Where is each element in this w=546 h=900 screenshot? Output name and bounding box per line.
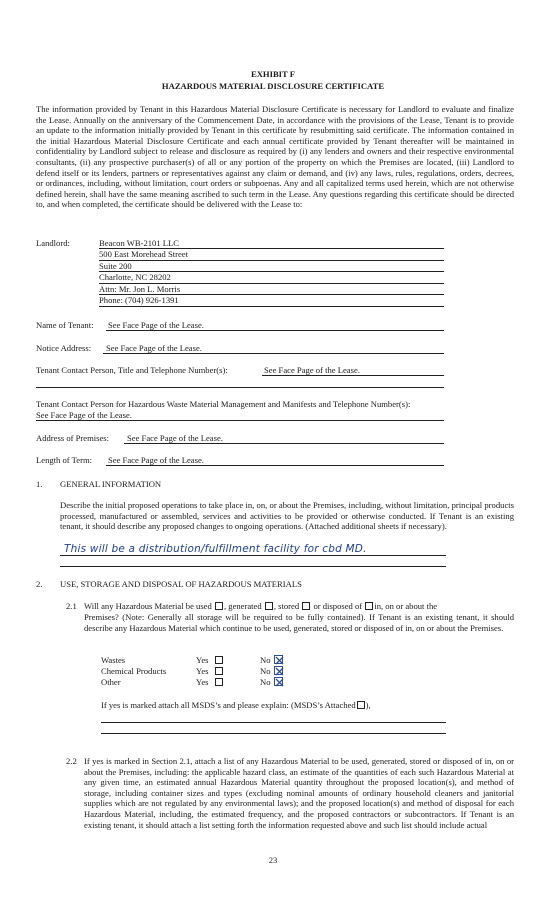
msds-attached-checkbox[interactable] (357, 701, 365, 709)
section-1-heading: GENERAL INFORMATION (60, 479, 162, 489)
no-label: No (260, 666, 271, 676)
underline (99, 248, 444, 249)
q22-body: If yes is marked in Section 2.1, attach a list of any Hazardous Material to be used, generated, stored or disposed of in, on or about the Premises, including: the applicable hazard class, an estimate of the quantities of each such Hazardous Material at any given time, an estimated annual Hazardous Material quantity throughout the proposed location(s), and method of storage, including container sizes and types (excluding nominal amounts of ordinary household cleaners and janitorial supplies which are not regulated by any environmental laws); and the proposed location(s) and method of disposal for each Hazardous Material, including, the estimated frequency, and the proposed contractors or subcontractors. If Tenant is an existing tenant, it should attach a list setting forth the information requested above and such list should include actual (84, 756, 514, 830)
other-no-checkbox[interactable] (274, 677, 283, 686)
tenant-name-field[interactable]: See Face Page of the Lease. (108, 320, 204, 330)
section-1-body: Describe the initial proposed operations to take place in, on, or about the Premises, including, without limitation, principal products processed, manufactured or assembled, services and activities to be provided or otherwise conducted. If Tenant is an existing tenant, it should describe any proposed changes to ongoing operations. (Attached additional sheets if necessary). (60, 500, 514, 532)
used-checkbox[interactable] (215, 602, 223, 610)
underline (36, 387, 444, 388)
notice-address-field[interactable]: See Face Page of the Lease. (106, 343, 202, 353)
table-row (101, 655, 301, 666)
underline (106, 465, 444, 466)
tenant-name-label: Name of Tenant: (36, 320, 94, 330)
yes-label: Yes (196, 677, 209, 687)
underline (99, 294, 444, 295)
notice-address-label: Notice Address: (36, 343, 92, 353)
chemical-yes-checkbox[interactable] (215, 667, 223, 675)
wastes-yes-checkbox[interactable] (215, 656, 223, 664)
section-2-heading: USE, STORAGE AND DISPOSAL OF HAZARDOUS MATERIALS (60, 579, 302, 589)
yes-label: Yes (196, 666, 209, 676)
landlord-label: Landlord: (36, 238, 70, 248)
landlord-line: Phone: (704) 926-1391 (99, 294, 179, 305)
row-label: Other (101, 677, 121, 687)
landlord-line: Suite 200 (99, 260, 132, 271)
landlord-line: 500 East Morehead Street (99, 249, 189, 260)
underline (99, 306, 444, 307)
section-1-number: 1. (36, 479, 43, 489)
chemical-no-checkbox[interactable] (274, 666, 283, 675)
disposed-checkbox[interactable] (365, 602, 373, 610)
q21-text: in, on or about the (374, 601, 438, 611)
underline (99, 283, 444, 284)
underline (60, 566, 446, 567)
other-yes-checkbox[interactable] (215, 678, 223, 686)
row-label: Chemical Products (101, 666, 167, 676)
no-label: No (260, 677, 271, 687)
exhibit-label: EXHIBIT F (250, 69, 296, 79)
underline (99, 260, 444, 261)
q21-number: 2.1 (66, 601, 77, 611)
msds-explain (101, 700, 371, 711)
yes-label: Yes (196, 655, 209, 665)
q21-text: Will any Hazardous Material be used (84, 601, 212, 611)
table-row (101, 666, 301, 677)
underline (101, 722, 446, 723)
underline (124, 443, 444, 444)
q21-first-line (84, 601, 514, 612)
underline (106, 330, 444, 331)
page-number: 23 (268, 855, 278, 865)
q21-text: , stored (273, 601, 300, 611)
page-title: HAZARDOUS MATERIAL DISCLOSURE CERTIFICATE (161, 81, 385, 91)
section-2-number: 2. (36, 579, 43, 589)
no-label: No (260, 655, 271, 665)
tenant-contact-field[interactable]: See Face Page of the Lease. (264, 365, 360, 375)
term-label: Length of Term: (36, 455, 93, 465)
q21-text: or disposed of (313, 601, 363, 611)
term-field[interactable]: See Face Page of the Lease. (108, 455, 204, 465)
wastes-no-checkbox[interactable] (274, 655, 283, 664)
q21-body: Premises? (Note: Generally all storage will be required to be fully contained). If Tenant is an existing tenant, it should describe any Hazardous Material which continue to be used, generated, stored or disposed of in, on or about the Premises. (84, 612, 514, 633)
row-label: Wastes (101, 655, 126, 665)
handwritten-answer[interactable]: This will be a distribution/fulfillment facility for cbd MD. (64, 543, 367, 555)
underline (36, 420, 444, 421)
stored-checkbox[interactable] (302, 602, 310, 610)
hazwaste-contact-label: Tenant Contact Person for Hazardous Waste Material Management and Manifests and Telephone Number(s): (36, 399, 411, 409)
premises-label: Address of Premises: (36, 433, 110, 443)
msds-explain-end: ), (365, 700, 371, 710)
hazwaste-contact-field[interactable]: See Face Page of the Lease. (36, 410, 132, 420)
underline (101, 733, 446, 734)
landlord-line: Attn: Mr. Jon L. Morris (99, 283, 181, 294)
underline (60, 555, 446, 556)
underline (103, 353, 444, 354)
q22-number: 2.2 (66, 756, 77, 766)
premises-field[interactable]: See Face Page of the Lease. (127, 433, 223, 443)
generated-checkbox[interactable] (265, 602, 273, 610)
underline (262, 375, 444, 376)
hazard-table (101, 655, 301, 688)
underline (99, 271, 444, 272)
msds-explain-text: If yes is marked attach all MSDS’s and please explain: (MSDS’s Attached (101, 700, 356, 710)
q21-text: , generated (223, 601, 262, 611)
landlord-line: Beacon WB-2101 LLC (99, 238, 180, 248)
landlord-line: Charlotte, NC 28202 (99, 272, 171, 283)
tenant-contact-label: Tenant Contact Person, Title and Telephone Number(s): (36, 365, 228, 375)
table-row (101, 677, 301, 688)
intro-paragraph: The information provided by Tenant in this Hazardous Material Disclosure Certificate is necessary for Landlord to evaluate and finalize the Lease. Annually on the anniversary of the Commencement Date, in accordance with the provisions of the Lease, Tenant is to provide an update to the information initially provided by Tenant in this certificate by resubmitting said certificate. The information contained in the initial Hazardous Material Disclosure Certificate and each annual certificate provided by Tenant thereafter will be maintained in confidentiality by Landlord subject to release and disclosure as required by (i) any lenders and owners and their respective environmental consultants, (ii) any prospective purchaser(s) of all or any portion of the property on which the Premises are located, (iii) Landlord to defend itself or its lenders, partners or representatives against any claim or demand, and (iv) any laws, rules, regulations, orders, decrees, or ordinances, including, without limitation, court orders or subpoenas. Any and all capitalized terms used herein, which are not otherwise defined herein, shall have the same meaning ascribed to such term in the Lease. Any questions regarding this certificate should be directed to, and when completed, the certificate should be delivered with the Lease to: (36, 104, 514, 210)
